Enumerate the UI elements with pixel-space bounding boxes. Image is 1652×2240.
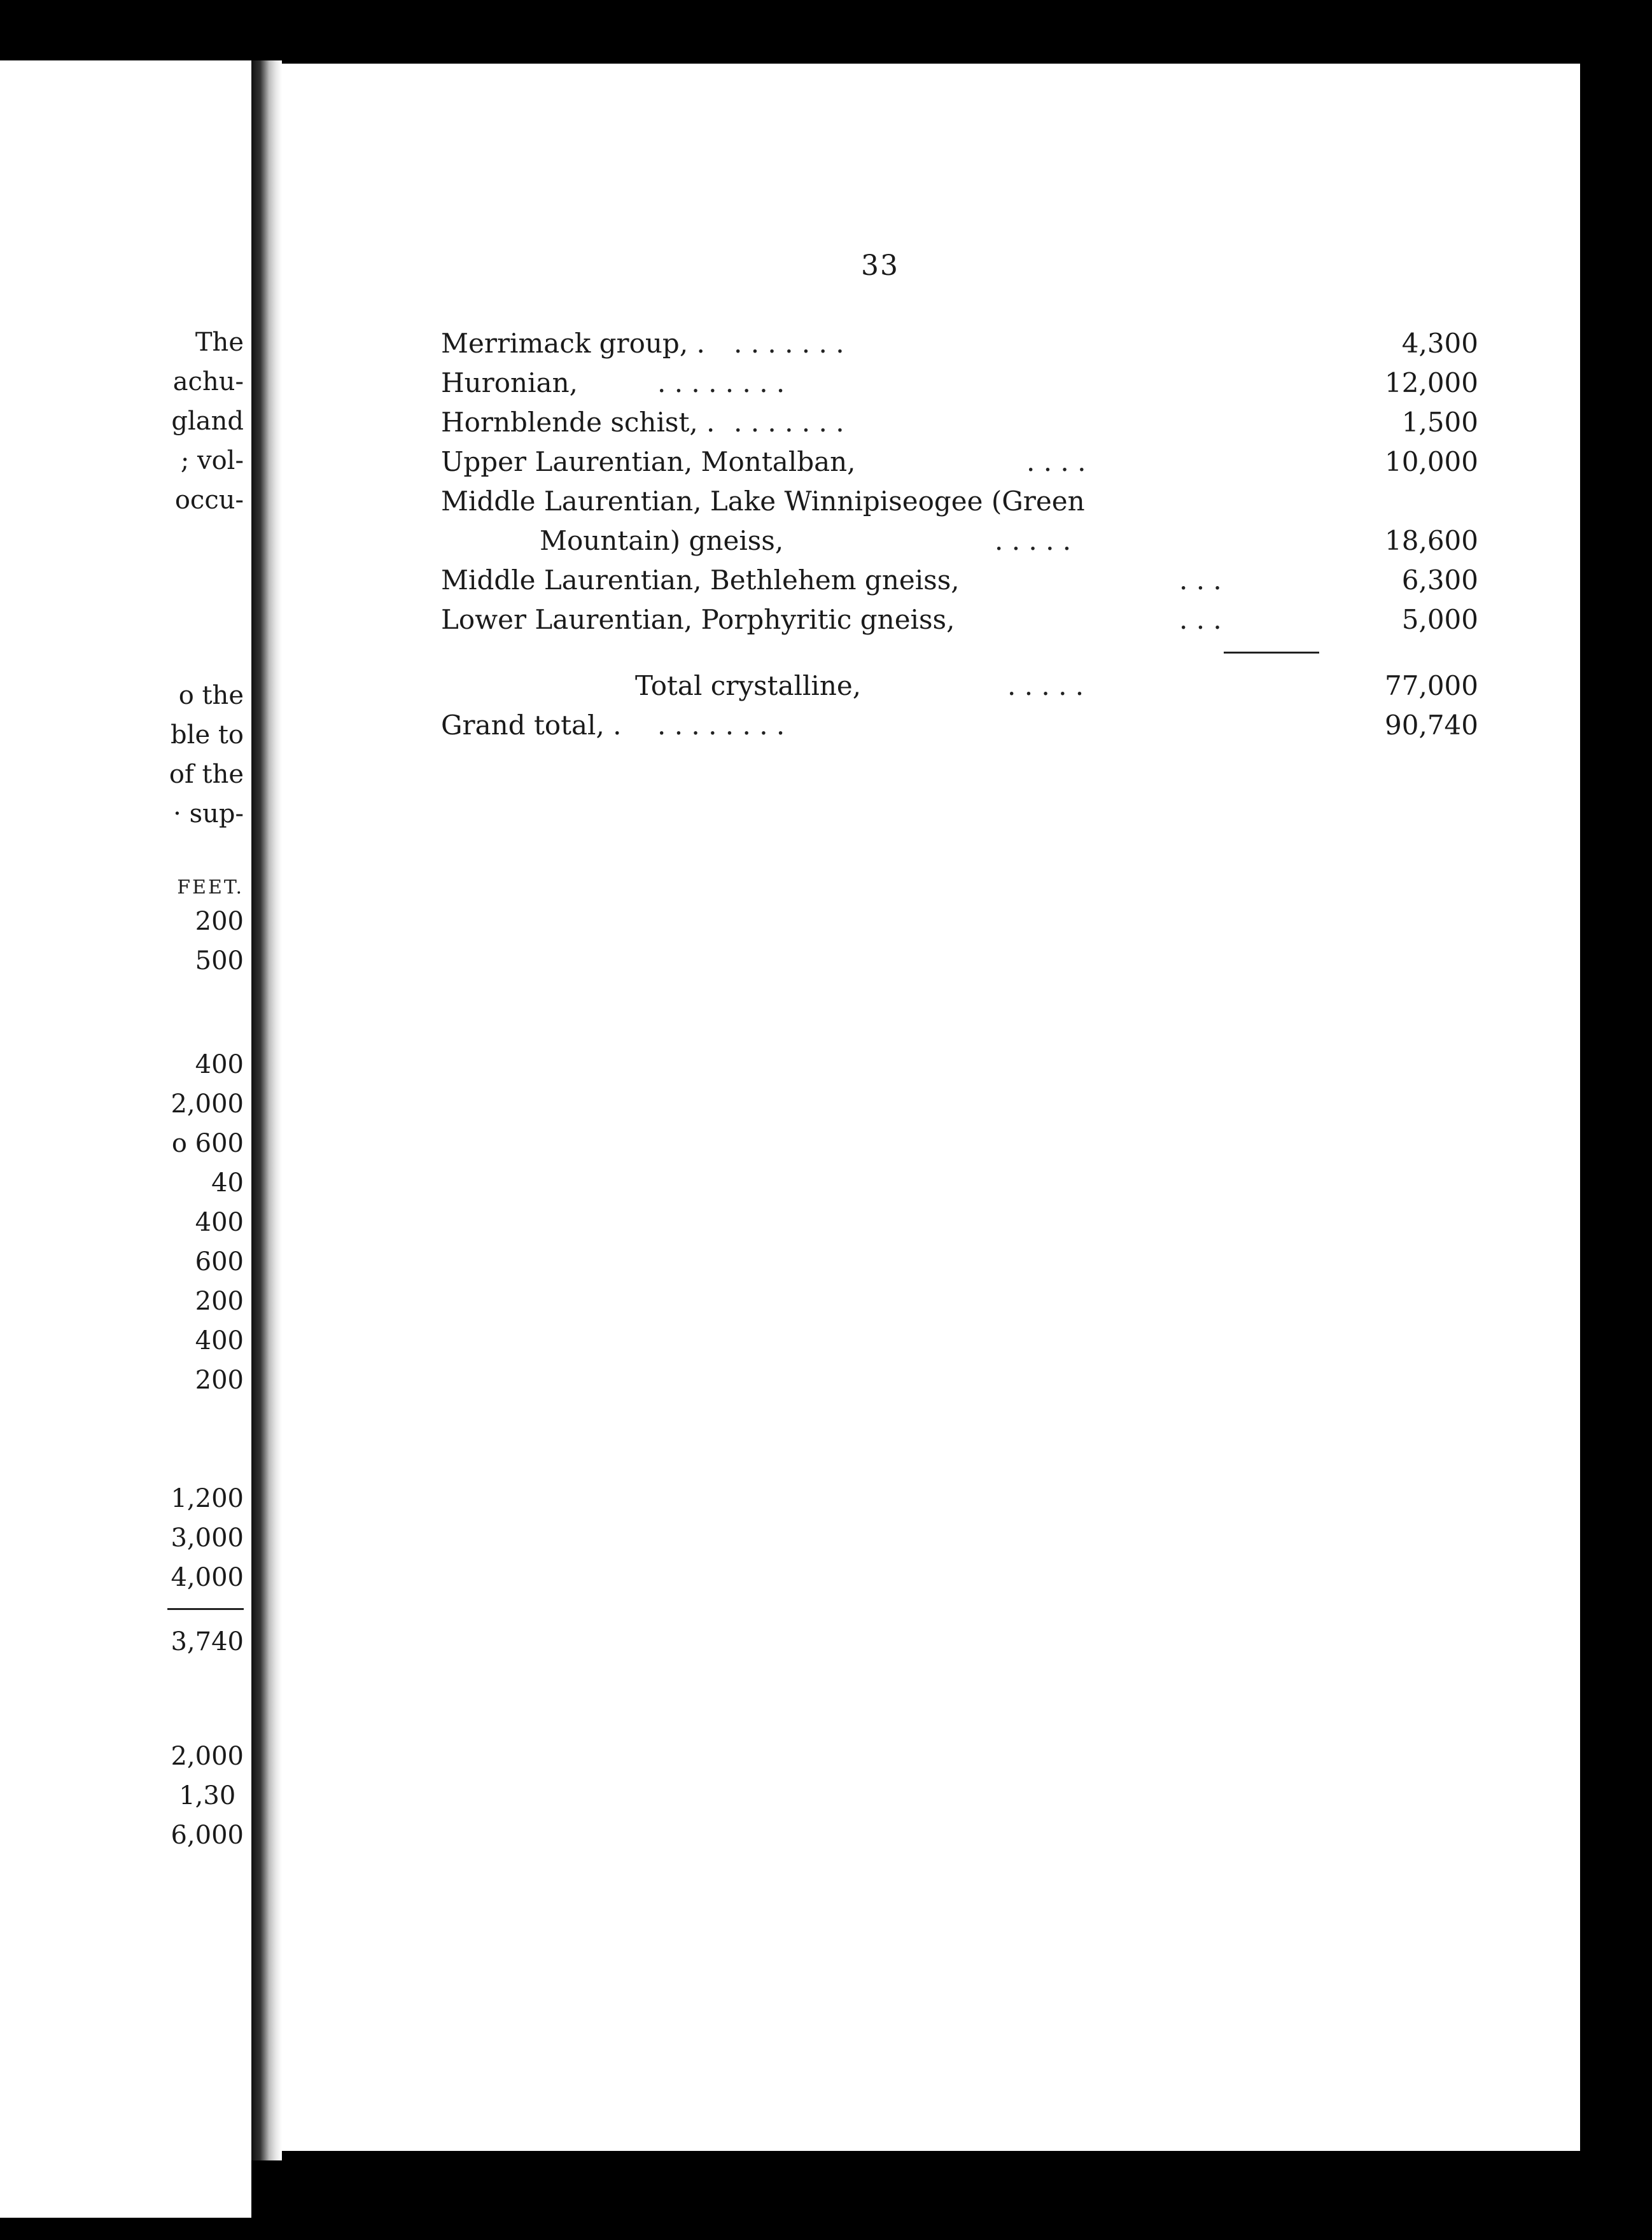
left-number: 2,000 <box>171 1742 244 1771</box>
table-row <box>441 522 1478 560</box>
row-label: Grand total, . <box>441 710 622 741</box>
right-page <box>282 64 1580 2151</box>
row-label: Hornblende schist, . <box>441 407 715 438</box>
left-subtotal: 3,740 <box>171 1627 244 1656</box>
table-row <box>441 364 1478 402</box>
table-row <box>441 403 1478 442</box>
left-number: 6,000 <box>171 1821 244 1850</box>
left-line: ble to <box>171 720 244 750</box>
left-line: The <box>195 328 244 357</box>
left-number: 3,000 <box>171 1523 244 1553</box>
row-value: 6,300 <box>1401 564 1478 596</box>
left-number: 40 <box>211 1168 244 1198</box>
row-value: 90,740 <box>1385 710 1478 741</box>
table-row <box>441 443 1478 481</box>
left-line: gland <box>171 407 244 436</box>
left-number: 400 <box>195 1050 244 1079</box>
row-label: Middle Laurentian, Bethlehem gneiss, <box>441 564 960 596</box>
row-value: 4,300 <box>1401 328 1478 359</box>
left-number: 2,000 <box>171 1089 244 1119</box>
row-leader-dots: . . . <box>1179 604 1222 635</box>
row-leader-dots: . . . <box>1179 564 1222 596</box>
left-feet-header: FEET. <box>177 876 244 899</box>
row-leader-dots: . . . . . . . . <box>657 367 785 398</box>
row-label: Upper Laurentian, Montalban, <box>441 446 856 477</box>
row-leader-dots: . . . . <box>1026 446 1086 477</box>
row-label: Middle Laurentian, Lake Winnipiseogee (Green <box>441 486 1085 517</box>
table-row <box>441 601 1478 639</box>
left-number: 200 <box>195 1287 244 1316</box>
book-gutter <box>251 60 282 2160</box>
row-leader-dots: . . . . . . . <box>734 407 844 438</box>
left-line: occu- <box>174 486 244 515</box>
row-label: Huronian, <box>441 367 578 398</box>
row-leader-dots: . . . . . . . <box>734 328 844 359</box>
row-value: 10,000 <box>1385 446 1478 477</box>
left-facing-page <box>0 60 251 2218</box>
row-leader-dots: . . . . . . . . <box>657 710 785 741</box>
left-subtotal-rule <box>167 1608 244 1610</box>
left-line: ; vol- <box>180 446 244 475</box>
left-number: 400 <box>195 1326 244 1355</box>
row-value: 77,000 <box>1385 670 1478 701</box>
page-number: 33 <box>861 249 899 282</box>
row-leader-dots: . . . . . <box>1007 670 1084 701</box>
table-row <box>441 561 1478 599</box>
left-line: o the <box>178 681 244 710</box>
left-line: · sup- <box>173 799 244 829</box>
total-crystalline-row <box>441 667 1478 705</box>
row-value: 5,000 <box>1401 604 1478 635</box>
left-line: of the <box>169 760 244 789</box>
left-line: achu- <box>172 367 244 396</box>
row-label: Total crystalline, <box>635 670 862 701</box>
left-number: 4,000 <box>171 1563 244 1592</box>
left-number: o 600 <box>171 1129 244 1158</box>
row-label: Mountain) gneiss, <box>540 525 784 556</box>
row-leader-dots: . . . . . <box>995 525 1072 556</box>
left-number: 200 <box>195 907 244 936</box>
row-label: Merrimack group, . <box>441 328 705 359</box>
left-number: 600 <box>195 1247 244 1277</box>
row-value: 18,600 <box>1385 525 1478 556</box>
row-value: 12,000 <box>1385 367 1478 398</box>
table-row <box>441 325 1478 363</box>
left-number: 1,200 <box>171 1484 244 1513</box>
left-number: 500 <box>195 946 244 976</box>
table-row <box>441 482 1478 521</box>
left-number: 400 <box>195 1208 244 1237</box>
grand-total-row <box>441 706 1478 745</box>
row-label: Lower Laurentian, Porphyritic gneiss, <box>441 604 955 635</box>
row-value: 1,500 <box>1401 407 1478 438</box>
left-number: 1,30 <box>179 1781 244 1810</box>
total-rule <box>1224 652 1319 654</box>
left-number: 200 <box>195 1366 244 1395</box>
